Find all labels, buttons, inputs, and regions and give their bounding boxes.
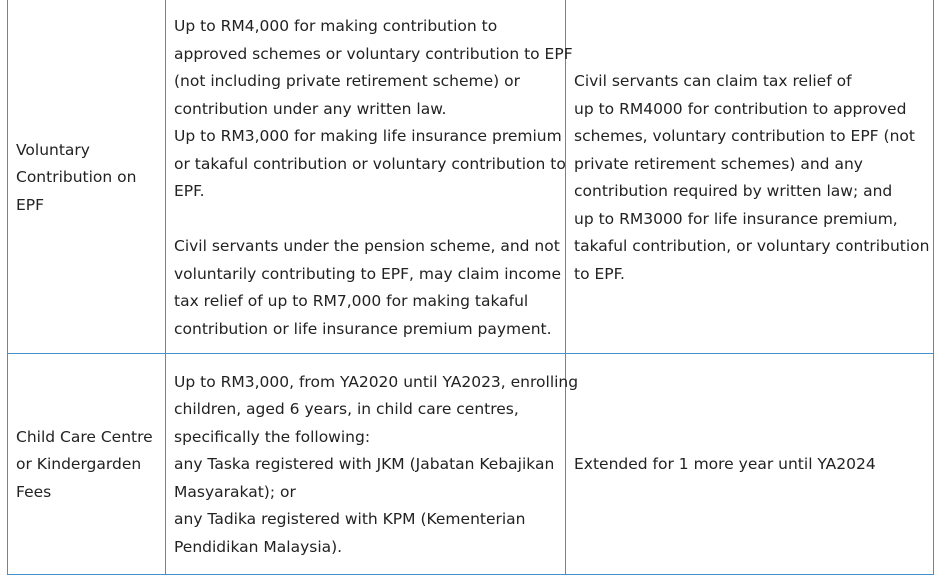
text-line: to EPF. xyxy=(574,264,625,283)
details-cell xyxy=(166,0,573,354)
table-row xyxy=(8,0,934,354)
text-line: Extended for 1 more year until YA2024 xyxy=(574,455,876,474)
text-line: any Taska registered with JKM (Jabatan Kebajikan xyxy=(174,455,555,474)
text-line: specifically the following: xyxy=(174,427,371,446)
text-line: Voluntary xyxy=(16,140,90,159)
category-cell xyxy=(8,0,166,354)
text-line: contribution or life insurance premium payment. xyxy=(174,319,552,338)
paragraph-spacer xyxy=(174,206,557,234)
text-line: Contribution on xyxy=(16,168,137,187)
text-line: or Kindergarden xyxy=(16,455,142,474)
text-line: contribution under any written law. xyxy=(174,99,447,118)
text-line: any Tadika registered with KPM (Kementerian xyxy=(174,510,526,529)
table-row xyxy=(8,354,934,575)
text-line: Masyarakat); or xyxy=(174,482,296,501)
text-line: Up to RM4,000 for making contribution to xyxy=(174,17,498,35)
text-line: Pendidikan Malaysia). xyxy=(174,537,343,556)
text-line: EPF. xyxy=(174,182,205,200)
category-cell xyxy=(8,354,166,575)
notes-cell xyxy=(566,0,934,354)
text-line: Civil servants can claim tax relief of xyxy=(574,72,852,90)
text-line: Civil servants under the pension scheme, and not xyxy=(174,237,560,255)
tax-relief-table xyxy=(7,0,934,575)
text-line: Fees xyxy=(16,482,52,501)
notes-cell xyxy=(566,354,934,575)
text-line: or takaful contribution or voluntary contribution to xyxy=(174,154,566,173)
text-line: up to RM3000 for life insurance premium, xyxy=(574,209,898,228)
text-line: takaful contribution, or voluntary contribution xyxy=(574,237,930,255)
text-line: EPF xyxy=(16,195,45,214)
text-line: voluntarily contributing to EPF, may claim income xyxy=(174,264,562,283)
text-line: Up to RM3,000, from YA2020 until YA2023, enrolling xyxy=(174,372,579,391)
text-line: approved schemes or voluntary contribution to EPF xyxy=(174,44,573,63)
text-line: (not including private retirement scheme) or xyxy=(174,72,521,90)
text-line: children, aged 6 years, in child care centres, xyxy=(174,400,519,419)
text-line: private retirement schemes) and any xyxy=(574,154,863,173)
text-line: Up to RM3,000 for making life insurance premium xyxy=(174,127,562,145)
details-cell xyxy=(166,354,579,575)
text-line: schemes, voluntary contribution to EPF (not xyxy=(574,127,915,145)
text-line: tax relief of up to RM7,000 for making takaful xyxy=(174,292,529,310)
text-line: contribution required by written law; and xyxy=(574,182,893,200)
text-line: Child Care Centre xyxy=(16,427,153,446)
text-line: up to RM4000 for contribution to approved xyxy=(574,99,907,118)
